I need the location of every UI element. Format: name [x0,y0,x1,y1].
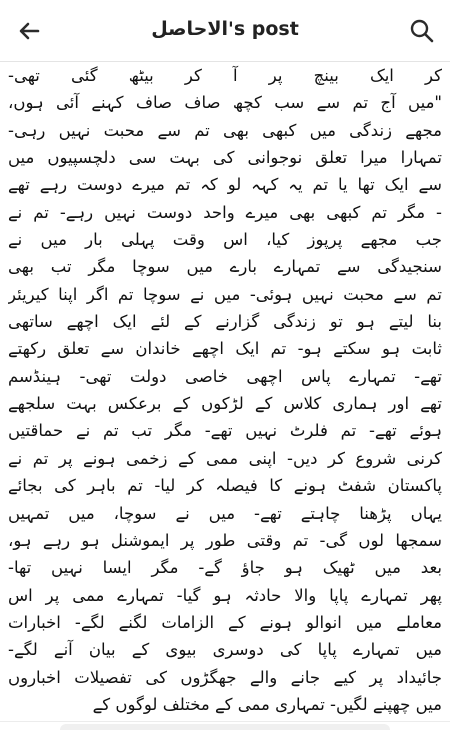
post-text-line: میں چھپنے لگیں- تمہاری ممی کے مختلف لوگوں کے [92,694,442,714]
post-text-line: جب مجھے پرپوز کیا، اس وقت پہلی بار میں نے [8,230,442,250]
post-text-line: پھر تمہارے پاپا والا حادثہ ہو گیا- تمہارے ممی پر اس [8,585,442,605]
post-text-line: میں تمہارے پاپا کی دوسری بیوی کے بیان آنے لگے- [8,640,442,660]
post-text-line: پاکستان شفٹ ہونے کا فیصلہ کر لیا- تم باہر کی بجائے [8,476,442,496]
post-text-line: تمہارا میرا تعلق نوجوانی کی بہت سی دلچسپیوں میں [8,148,442,168]
post-text-line: مجھے زندگی میں کبھی بھی تم سے محبت نہیں رہی- [8,120,442,140]
post-body [8,62,442,722]
search-icon [409,18,435,44]
post-text-line: "میں آج تم سے سب کچھ صاف صاف کہنے آئی ہوں، [8,93,442,113]
post-text-line: سنجیدگی سے تمہارے بارے میں سوچا مگر تب بھی [8,257,442,277]
post-text-line: بعد میں ٹھیک ہو جاؤ گے- مگر ایسا نہیں تھا- [8,558,442,578]
app-header [0,0,450,62]
post-text-line: تھے اور ہماری کلاس کے لڑکوں کے برعکس بہت سلجھے [8,394,442,414]
post-text-line: کرنی شروع کر دیں- اپنی ممی کے زخمی ہونے پر تم نے [8,448,442,468]
post-text-line: سے ایک تھا یا تم یہ کہہ لو کہ تم میرے دوست رہے تھے [8,175,442,195]
page-title: الاحاصل's post [151,18,299,40]
post-text-line: جائیداد پر کیے جانے والے جھگڑوں کی تفصیلات اخباروں [8,667,442,687]
post-text-line: کر ایک بینچ پر آ کر بیٹھ گئی تھی- [8,66,442,85]
post-text-line: - مگر تم کبھی بھی میرے واحد دوست نہیں رہے- تم نے [8,202,442,222]
search-button[interactable] [406,15,438,47]
post-text-line: تم سے محبت نہیں ہوئی- میں نے سوچا تم اگر اپنا کیریئر [8,284,442,304]
post-text-line: سمجھا لوں گی- تم وقتی طور پر ایموشنل ہو رہے ہو، [8,530,442,550]
bottom-edge [0,721,450,730]
post-text-line: تھے- تمہارے پاس اچھی خاصی دولت تھی- ہینڈسم [8,366,442,386]
post-text-line: بنا لیتے ہو تو زندگی گزارنے کے لئے ایک اچھے ساتھی [8,312,442,332]
comment-bar-edge [60,724,390,730]
post-text-line: ہوئے تھے- تم فلرٹ نہیں تھے- مگر تب تم نے حماقتیں [8,421,442,441]
post-text-line: معاملے میں انوالو ہونے کے الزامات لگنے لگے- اخبارات [8,612,442,632]
post-text-line: یہاں پڑھنا چاہتے تھے- میں نے سوچا، میں تمہیں [8,503,442,523]
post-text-line: ثابت ہو سکتے ہو- تم ایک اچھے خاندان سے تعلق رکھتے [8,339,442,359]
